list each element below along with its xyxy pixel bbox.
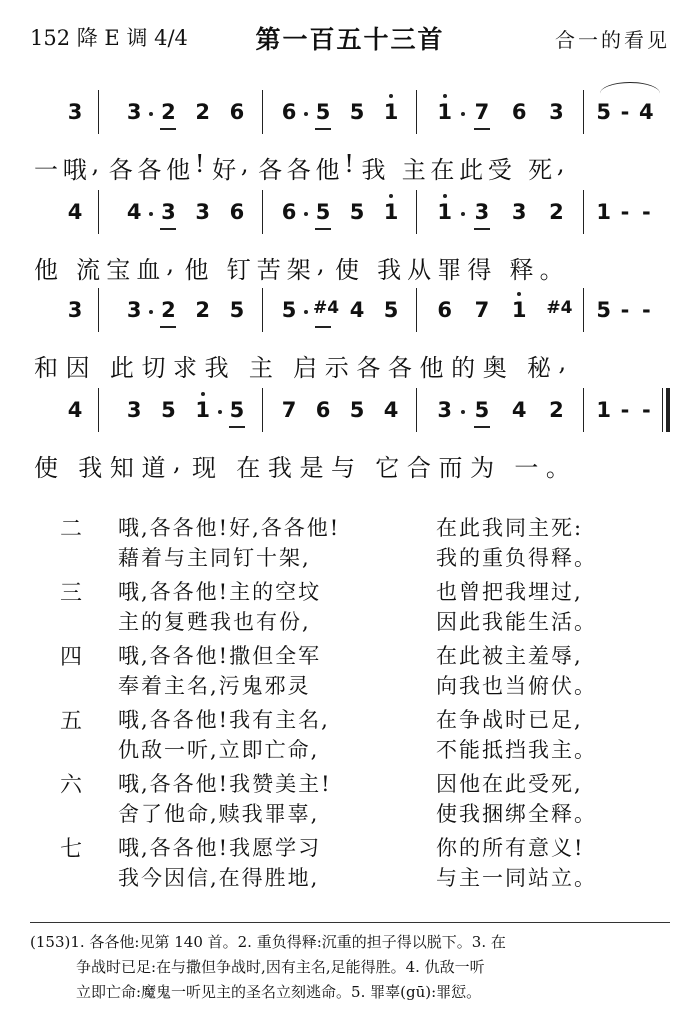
note: 2 — [195, 100, 210, 124]
verse-number: 二 — [60, 517, 83, 542]
lyric-char: 秘 — [526, 354, 551, 382]
note: 3 — [195, 200, 210, 224]
beam-underline — [474, 228, 490, 230]
note: 1 — [383, 100, 399, 124]
augmentation-dot — [461, 410, 465, 414]
augmentation-dot — [304, 112, 308, 116]
hymn-category: 合一的看见 — [555, 28, 670, 52]
footnote-line-3: 立即亡命:魔鬼一听见主的圣名立刻逃命。5. 罪辜(gū):罪愆。 — [76, 983, 482, 1001]
lyric-char: 主 — [248, 354, 273, 382]
note: 3 — [437, 398, 452, 422]
pickup-note: 3 — [67, 298, 83, 322]
lyric-char: 和 — [34, 354, 58, 382]
lyric-char: 他 — [184, 256, 209, 284]
lyric-char: 切 — [141, 354, 166, 382]
lyric-char: 我 — [267, 454, 292, 482]
augmentation-dot — [304, 310, 308, 314]
lyric-char: 示 — [324, 354, 349, 382]
lyric-char: 一 — [34, 156, 58, 184]
beam-underline — [474, 426, 490, 428]
note: 5 — [229, 398, 245, 422]
verse-number: 三 — [60, 581, 83, 606]
note: 6 — [281, 100, 297, 124]
note: 5 — [349, 100, 365, 124]
note: 5 — [229, 298, 245, 322]
note: 5 — [161, 398, 176, 422]
note: 4 — [383, 398, 399, 422]
note: 5 — [474, 398, 490, 422]
note: 1 — [437, 100, 452, 124]
verse-line: 哦,各各他!我有主名, — [118, 708, 330, 732]
verse-line: 我今因信,在得胜地, — [118, 866, 320, 890]
lyric-char: 我 — [377, 256, 402, 284]
lyric-char: 哦 — [62, 156, 87, 184]
note: 5 — [596, 298, 611, 322]
note: 6 — [315, 398, 331, 422]
octave-dot — [389, 194, 393, 198]
note: 2 — [549, 200, 564, 224]
lyric-char: 宝 — [106, 256, 131, 284]
verse-line: 因此我能生活。 — [436, 610, 597, 634]
lyric-char: , — [316, 250, 325, 278]
bar-line — [262, 190, 263, 234]
octave-dot — [443, 94, 447, 98]
bar-line — [98, 288, 99, 332]
lyric-char: 受 — [487, 156, 512, 184]
note: 3 — [126, 298, 142, 322]
pickup-note: 4 — [67, 398, 83, 422]
lyric-char: 各 — [137, 156, 162, 184]
note: 4 — [126, 200, 142, 224]
bar-line — [98, 190, 99, 234]
note: 3 — [161, 200, 176, 224]
beam-underline — [315, 326, 331, 328]
lyric-char: 求 — [173, 354, 198, 382]
lyric-char: 我 — [361, 156, 386, 184]
verse-line: 与主一同站立。 — [436, 866, 597, 890]
note: 1 — [596, 398, 611, 422]
final-bar — [662, 388, 663, 432]
lyric-char: 一 — [514, 454, 539, 482]
note: 5 — [315, 100, 331, 124]
note: - — [641, 200, 651, 224]
augmentation-dot — [461, 112, 465, 116]
note: 2 — [549, 398, 564, 422]
lyric-char: 因 — [65, 354, 90, 382]
lyric-char: ! — [344, 150, 354, 178]
lyric-char: 使 — [334, 256, 359, 284]
beam-underline — [160, 228, 176, 230]
bar-line — [583, 90, 584, 134]
augmentation-dot — [461, 212, 465, 216]
verse-line: 我的重负得释。 — [436, 546, 597, 570]
bar-line — [98, 90, 99, 134]
bar-line — [416, 388, 417, 432]
lyric-char: 此 — [109, 354, 134, 382]
note: 7 — [474, 298, 490, 322]
lyric-char: 而 — [438, 454, 463, 482]
verse-line: 舍了他命,赎我罪辜, — [118, 802, 320, 826]
note: - — [620, 100, 630, 124]
hymn-title: 第一百五十三首 — [255, 25, 445, 54]
beam-underline — [315, 128, 331, 130]
lyric-char: , — [91, 150, 100, 178]
note: 5 — [281, 298, 297, 322]
lyric-char: 钉 — [226, 256, 251, 284]
note: #4 — [312, 298, 340, 318]
note: 5 — [349, 398, 365, 422]
note: #4 — [546, 298, 573, 318]
verse-line: 向我也当俯伏。 — [436, 674, 597, 698]
note: 2 — [195, 298, 210, 322]
lyric-char: 合 — [406, 454, 431, 482]
note: 4 — [639, 100, 654, 124]
lyric-char: 苦 — [256, 256, 281, 284]
final-bar-thick — [666, 388, 670, 432]
bar-line — [583, 190, 584, 234]
lyric-char: 。 — [545, 454, 570, 482]
lyric-char: 他 — [34, 256, 58, 284]
verse-line: 哦,各各他!我愿学习 — [118, 836, 322, 860]
beam-underline — [160, 326, 176, 328]
note: 2 — [161, 100, 176, 124]
bar-line — [262, 90, 263, 134]
lyric-char: 我 — [204, 354, 229, 382]
verse-line: 哦,各各他!撒但全军 — [118, 644, 322, 668]
lyric-char: 我 — [78, 454, 103, 482]
lyric-char: 他 — [315, 156, 340, 184]
verse-line: 因他在此受死, — [436, 772, 583, 796]
bar-line — [583, 288, 584, 332]
lyric-char: 得 — [467, 256, 492, 284]
pickup-note: 3 — [67, 100, 83, 124]
note: 6 — [281, 200, 297, 224]
lyric-char: 与 — [331, 454, 356, 482]
beam-underline — [315, 228, 331, 230]
lyric-char: 。 — [539, 256, 564, 284]
verse-line: 也曾把我埋过, — [436, 580, 583, 604]
verse-line: 你的所有意义! — [436, 836, 585, 860]
augmentation-dot — [149, 212, 153, 216]
lyric-char: 各 — [108, 156, 133, 184]
bar-line — [262, 288, 263, 332]
lyric-char: 在 — [236, 454, 261, 482]
lyric-char: 是 — [299, 454, 324, 482]
lyric-char: 奥 — [482, 354, 507, 382]
note: 3 — [474, 200, 490, 224]
footnote-line-2: 争战时已足:在与撒但争战时,因有主名,足能得胜。4. 仇敌一听 — [76, 958, 485, 976]
lyric-char: 他 — [166, 156, 191, 184]
bar-line — [416, 288, 417, 332]
verse-number: 七 — [60, 837, 83, 862]
verse-number: 五 — [60, 709, 83, 734]
lyric-char: 此 — [459, 156, 484, 184]
verse-line: 在此我同主死: — [436, 516, 584, 540]
note: - — [641, 398, 651, 422]
note: 3 — [549, 100, 564, 124]
lyric-char: , — [166, 250, 175, 278]
verse-line: 奉着主名,污鬼邪灵 — [118, 674, 311, 698]
bar-line — [583, 388, 584, 432]
augmentation-dot — [304, 212, 308, 216]
lyric-char: 各 — [258, 156, 283, 184]
tie-arc — [600, 82, 660, 105]
verse-line: 哦,各各他!主的空坟 — [118, 580, 322, 604]
verse-line: 不能抵挡我主。 — [436, 738, 597, 762]
verse-number: 四 — [60, 645, 83, 670]
note: 2 — [161, 298, 176, 322]
footnote-line-1: (153)1. 各各他:见第 140 首。2. 重负得释:沉重的担子得以脱下。3. 在 — [30, 933, 506, 951]
note: 5 — [596, 100, 611, 124]
lyric-char: 释 — [509, 256, 534, 284]
beam-underline — [229, 426, 245, 428]
lyric-char: 它 — [375, 454, 400, 482]
lyric-char: 各 — [286, 156, 311, 184]
augmentation-dot — [218, 410, 222, 414]
lyric-char: 现 — [192, 454, 216, 482]
note: 1 — [596, 200, 611, 224]
footnote — [30, 930, 680, 1005]
augmentation-dot — [149, 310, 153, 314]
verse-line: 在此被主羞辱, — [436, 644, 583, 668]
lyric-char: 主 — [401, 156, 426, 184]
lyric-char: 的 — [451, 354, 476, 382]
note: 3 — [511, 200, 527, 224]
lyric-char: 为 — [470, 454, 495, 482]
verse-line: 哦,各各他!好,各各他! — [118, 516, 341, 540]
lyric-char: 启 — [293, 354, 318, 382]
note: - — [641, 298, 651, 322]
note: - — [620, 398, 630, 422]
note: 1 — [437, 200, 452, 224]
verse-line: 主的复甦我也有份, — [118, 610, 311, 634]
beam-underline — [474, 128, 490, 130]
lyric-char: , — [558, 348, 567, 376]
lyric-char: 架 — [286, 256, 311, 284]
note: 4 — [349, 298, 365, 322]
verse-line: 仇敌一听,立即亡命, — [118, 738, 320, 762]
note: 4 — [511, 398, 527, 422]
note: 6 — [229, 100, 245, 124]
bar-line — [416, 190, 417, 234]
octave-dot — [443, 194, 447, 198]
note: 5 — [383, 298, 399, 322]
lyric-char: 死 — [528, 156, 553, 184]
lyric-char: 在 — [430, 156, 455, 184]
verse-line: 使我捆绑全释。 — [436, 802, 597, 826]
lyric-char: , — [240, 150, 249, 178]
lyric-char: ! — [194, 150, 205, 178]
verse-line: 在争战时已足, — [436, 708, 583, 732]
lyric-char: , — [173, 448, 181, 476]
note: 1 — [511, 298, 527, 322]
octave-dot — [517, 292, 521, 296]
octave-dot — [201, 392, 205, 396]
bar-line — [98, 388, 99, 432]
note: - — [620, 298, 630, 322]
bar-line — [416, 90, 417, 134]
lyric-char: 流 — [76, 256, 101, 284]
lyric-char: 道 — [141, 454, 166, 482]
lyric-char: 使 — [34, 454, 58, 482]
lyric-char: 血 — [136, 256, 161, 284]
verse-number: 六 — [60, 773, 83, 798]
note: 7 — [281, 398, 297, 422]
note: 1 — [383, 200, 399, 224]
note: 5 — [349, 200, 365, 224]
lyric-char: 各 — [356, 354, 381, 382]
lyric-char: 从 — [407, 256, 432, 284]
note: 5 — [315, 200, 331, 224]
lyric-char: , — [556, 150, 565, 178]
note: 6 — [229, 200, 245, 224]
note: 3 — [126, 100, 142, 124]
verse-line: 藉着与主同钉十架, — [118, 546, 311, 570]
lyric-char: 各 — [387, 354, 412, 382]
lyric-char: 好 — [212, 156, 237, 184]
lyric-char: 他 — [419, 354, 444, 382]
note: 6 — [437, 298, 452, 322]
bar-line — [262, 388, 263, 432]
note: 1 — [195, 398, 210, 422]
beam-underline — [160, 128, 176, 130]
note: 3 — [126, 398, 142, 422]
lyric-char: 罪 — [437, 256, 462, 284]
octave-dot — [389, 94, 393, 98]
augmentation-dot — [149, 112, 153, 116]
pickup-note: 4 — [67, 200, 83, 224]
note: 6 — [511, 100, 527, 124]
hymn-number-key: 152 降 E 调 4/4 — [30, 26, 188, 50]
verse-line: 哦,各各他!我赞美主! — [118, 772, 332, 796]
footnote-divider — [30, 922, 670, 923]
note: 7 — [474, 100, 490, 124]
note: - — [620, 200, 630, 224]
lyric-char: 知 — [109, 454, 134, 482]
